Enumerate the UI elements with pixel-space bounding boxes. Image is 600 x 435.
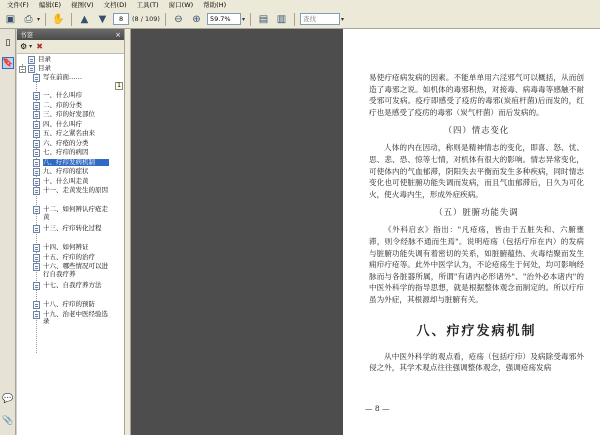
bookmark-icon [33,263,40,271]
section-heading: （五）脏腑功能失调 [434,207,519,218]
toolbar-separator [294,13,295,26]
bookmark-item[interactable]: 十七、自我疗养方法 [17,282,124,301]
bookmark-item[interactable]: 六、疔疮的分类 [17,140,124,150]
bookmark-item[interactable]: − 目录 [20,64,51,73]
bookmark-item[interactable]: 一、什么叫疖 [17,92,124,102]
bookmark-icon [33,254,40,262]
zoom-in-icon[interactable]: ⊕ [192,13,201,25]
menu-help[interactable]: 帮助(H) [203,1,227,9]
bookmark-icon [28,56,35,64]
bookmark-item[interactable]: 十九、治老中医经验选录 [17,311,124,330]
panel-header [17,29,124,40]
bookmark-icon [33,311,40,319]
panel-title: 书签 [20,31,33,39]
bookmark-item[interactable]: 目录 [17,56,124,65]
comments-icon[interactable]: 💬 [2,394,14,404]
tooltip: 1 [115,82,123,90]
bookmark-icon [33,301,40,309]
body-paragraph: 《外科启玄》指出："凡疮疡，皆由于五脏失和、六腑壅滞，则令经脉不通而生焉"。说明疮疡（包括疔疖在内）的发病与脏腑功能失调有着密切的关系，如脏腑蕴热、火毒结聚而发生痈疖疔疮等。此外中医学认为，不论疮疡生于何处，均可影响经脉而与各脏器所属，所谓"有诸内必形诸外"、"治外必本诸内"的中医外科学的指导思想，就是根据整体观念而制定的。所以疔疖虽为外症，其根源却与脏腑有关。 [369,225,584,304]
print-icon[interactable]: ⎙ [24,13,33,25]
bookmark-icon [33,282,40,290]
menu-document[interactable]: 文档(D) [103,1,127,9]
toolbar-separator [165,13,166,26]
section-heading: （四）情志变化 [443,125,510,136]
print-dropdown-icon[interactable]: ▾ [37,15,41,23]
bookmark-icon [33,159,40,167]
bookmark-item[interactable]: 十三、疔疖转化过程 [17,225,124,244]
bookmark-icon [33,140,40,148]
menu-file[interactable]: 文件(F) [7,1,29,9]
bookmarks-panel [17,29,125,435]
collapse-icon[interactable]: − [20,66,26,73]
bookmark-item[interactable]: 十五、疔疖的治疗 [17,254,124,264]
bookmark-item[interactable]: 五、疔之紧名由来 [17,130,124,140]
save-icon[interactable]: ▣ [5,13,16,25]
bookmark-item[interactable]: 十八、疔疖的预防 [17,301,124,311]
bookmark-item[interactable]: 写在前面…… [17,74,124,92]
bookmark-item[interactable]: 十四、如何辨证 [17,244,124,254]
body-paragraph: 易使疔疮病发病的因素。不能单单用六淫邪气可以概括，从而创造了毒邪之说。如机体的毒邪积热，对接毒、病毒毒等感触不耐受邪可发病。疫疔即感受了疫疠的毒邪(炭疽杆菌)后而发的，红疔也是感受了疫疠的毒邪（炭气杆菌）而后发病的。 [369,73,584,117]
document-area[interactable] [131,29,600,435]
bookmarks-panel-icon[interactable]: 🔖 [2,58,14,68]
bookmark-icon [33,225,40,233]
menu-window[interactable]: 窗口(W) [168,1,194,9]
toolbar-separator [45,13,46,26]
bookmark-icon [33,92,40,100]
fit-width-icon[interactable]: ▥ [276,13,287,25]
toolbar [0,10,600,29]
options-dropdown-icon[interactable]: ▾ [29,43,33,50]
menu-bar [0,0,600,10]
bookmark-icon [33,121,40,129]
toolbar-separator [250,13,251,26]
navigation-strip [0,29,16,435]
search-dropdown-icon[interactable]: ▾ [340,15,344,23]
tree-line [22,64,23,72]
menu-edit[interactable]: 编辑(E) [38,1,61,9]
body-paragraph: 人体的内在因动，称则是精神情志的变化，即喜、怒、忧、思、悲、恐、惊等七情，对机体有很大的影响。情志异常变化，可使体内的气血郁滞，阴阳失去平衡而发生多种疾病，同时情志变化也可使脏腑功能失调而发病，而且气血郁滞后，日久为可化火，使火毒内生，形成外症疾病。 [369,143,584,199]
bookmark-item[interactable]: 九、疔疖的症状 [17,168,124,178]
bookmark-icon [33,168,40,176]
bookmark-icon [33,187,40,195]
prev-page-icon[interactable]: ▲ [80,13,89,25]
bookmark-item[interactable]: 十一、走黄发生的原因 [17,187,124,206]
bookmark-icon [33,102,40,110]
bookmark-item[interactable]: 四、什么叫疔 [17,121,124,131]
panel-toolbar [17,40,124,54]
next-page-icon[interactable]: ▼ [98,13,107,25]
bookmark-item[interactable]: 十、什么叫走黄 [17,178,124,188]
bookmark-tree [17,54,124,330]
bookmark-icon [33,178,40,186]
bookmark-item[interactable]: 十六、哪些情况可以进行自我疗养 [17,263,124,282]
page-count: (8 / 109) [132,15,160,23]
bookmark-icon [33,130,40,138]
page-number-input[interactable] [113,13,129,25]
bookmark-icon [33,74,40,82]
search-input[interactable] [300,13,340,25]
bookmark-icon [33,244,40,252]
bookmark-icon [33,149,40,157]
bookmark-item[interactable]: 十二、如何辨认疔疮走黄 [17,206,124,225]
toolbar-separator [71,13,72,26]
pages-panel-icon[interactable]: ▯ [5,38,11,48]
bookmark-item-selected[interactable]: 八、疔疖发病机制 [17,159,124,169]
bookmark-icon [28,65,35,73]
bookmark-item[interactable]: 七、疔疖的病因 [17,149,124,159]
menu-view[interactable]: 视图(V) [71,1,94,9]
bookmark-icon [33,111,40,119]
body-paragraph: 从中医外科学的观点看，疮疡（包括疔疖）及病除受毒邪外侵之外，其学术观点往往强调整体观念，强调疮疡发病 [369,351,584,373]
chapter-heading: 八、疖疗发病机制 [416,323,537,339]
zoom-dropdown-icon[interactable]: ▾ [241,15,245,23]
menu-tools[interactable]: 工具(T) [136,1,159,9]
bookmark-item[interactable]: 三、疖的好发部位 [17,111,124,121]
hand-tool-icon[interactable]: ✋ [52,13,65,25]
fit-page-icon[interactable]: ▤ [258,13,269,25]
page-number: — 8 — [365,404,390,413]
zoom-input[interactable] [207,13,241,25]
delete-bookmark-icon[interactable]: ✖ [36,42,43,51]
bookmark-icon [33,206,40,214]
close-icon[interactable]: × [115,30,121,39]
bookmark-item[interactable]: 二、疖的分类 [17,102,124,112]
zoom-out-icon[interactable]: ⊖ [174,13,183,25]
document-page [343,29,600,435]
attachments-icon[interactable]: 📎 [2,416,14,426]
options-icon[interactable]: ⚙ [20,42,28,51]
